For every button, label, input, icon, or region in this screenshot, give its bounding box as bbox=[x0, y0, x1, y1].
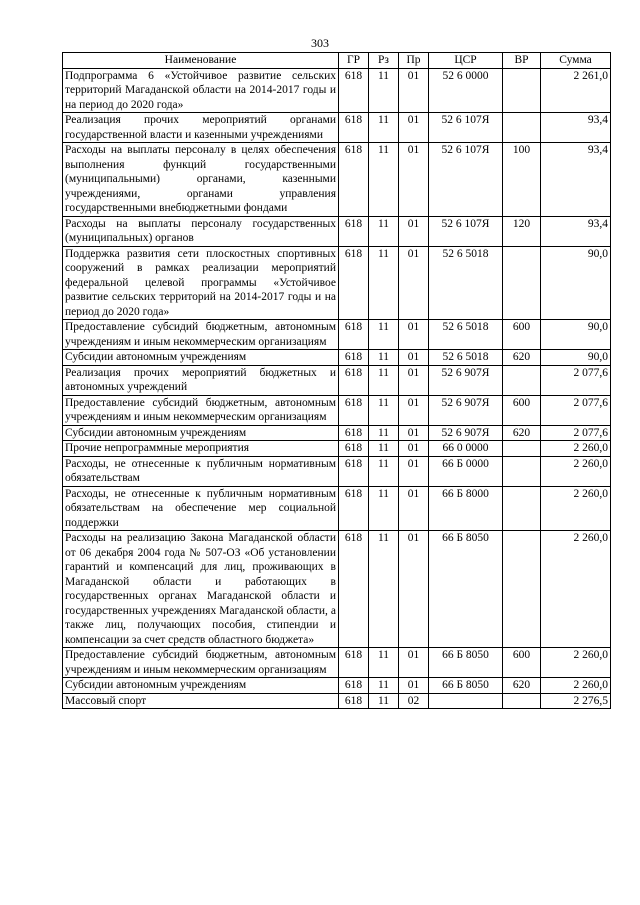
cell-rz: 11 bbox=[369, 365, 399, 395]
cell-rz: 11 bbox=[369, 648, 399, 678]
cell-pr: 01 bbox=[399, 320, 429, 350]
cell-pr: 01 bbox=[399, 531, 429, 648]
cell-csr: 52 6 907Я bbox=[429, 395, 503, 425]
cell-csr: 66 Б 8050 bbox=[429, 678, 503, 694]
cell-sum: 2 276,5 bbox=[541, 693, 611, 709]
table-row bbox=[63, 486, 611, 531]
table-row bbox=[63, 425, 611, 441]
table-row bbox=[63, 143, 611, 217]
cell-vr bbox=[503, 441, 541, 457]
cell-pr: 01 bbox=[399, 216, 429, 246]
cell-rz: 11 bbox=[369, 678, 399, 694]
cell-sum: 90,0 bbox=[541, 350, 611, 366]
cell-rz: 11 bbox=[369, 113, 399, 143]
cell-vr bbox=[503, 531, 541, 648]
cell-vr bbox=[503, 68, 541, 113]
cell-sum: 2 077,6 bbox=[541, 425, 611, 441]
cell-rz: 11 bbox=[369, 350, 399, 366]
table-row bbox=[63, 113, 611, 143]
cell-vr bbox=[503, 456, 541, 486]
cell-name: Реализация прочих мероприятий бюджетных и автономных учреждений bbox=[63, 365, 339, 395]
cell-pr: 01 bbox=[399, 395, 429, 425]
cell-pr: 01 bbox=[399, 350, 429, 366]
header-csr: ЦСР bbox=[429, 53, 503, 69]
cell-name: Расходы, не отнесенные к публичным нормативным обязательствам bbox=[63, 456, 339, 486]
header-pr: Пр bbox=[399, 53, 429, 69]
cell-csr: 52 6 107Я bbox=[429, 216, 503, 246]
page-number: 303 bbox=[311, 36, 329, 50]
cell-pr: 01 bbox=[399, 246, 429, 320]
cell-sum: 2 077,6 bbox=[541, 395, 611, 425]
cell-sum: 93,4 bbox=[541, 216, 611, 246]
cell-csr: 66 Б 0000 bbox=[429, 456, 503, 486]
cell-csr: 52 6 5018 bbox=[429, 350, 503, 366]
cell-pr: 01 bbox=[399, 425, 429, 441]
cell-name: Поддержка развития сети плоскостных спортивных сооружений в рамках реализации мероприятий федеральной целевой программы «Устойчивое развитие сельских территорий на 2014-2017 годы и на период до 2020 года» bbox=[63, 246, 339, 320]
cell-pr: 01 bbox=[399, 365, 429, 395]
cell-gr: 618 bbox=[339, 246, 369, 320]
cell-rz: 11 bbox=[369, 143, 399, 217]
table-row bbox=[63, 693, 611, 709]
cell-csr: 52 6 107Я bbox=[429, 143, 503, 217]
cell-pr: 01 bbox=[399, 456, 429, 486]
cell-csr: 52 6 907Я bbox=[429, 365, 503, 395]
cell-pr: 01 bbox=[399, 648, 429, 678]
cell-vr: 620 bbox=[503, 425, 541, 441]
table-row bbox=[63, 68, 611, 113]
cell-sum: 2 261,0 bbox=[541, 68, 611, 113]
table-row bbox=[63, 456, 611, 486]
cell-gr: 618 bbox=[339, 350, 369, 366]
cell-gr: 618 bbox=[339, 678, 369, 694]
table-row bbox=[63, 395, 611, 425]
cell-gr: 618 bbox=[339, 456, 369, 486]
cell-rz: 11 bbox=[369, 320, 399, 350]
cell-vr: 620 bbox=[503, 350, 541, 366]
header-row bbox=[63, 53, 611, 69]
cell-sum: 2 260,0 bbox=[541, 648, 611, 678]
cell-rz: 11 bbox=[369, 216, 399, 246]
table-row bbox=[63, 531, 611, 648]
cell-csr: 66 0 0000 bbox=[429, 441, 503, 457]
cell-pr: 01 bbox=[399, 113, 429, 143]
cell-name: Расходы на выплаты персоналу государственных (муниципальных) органов bbox=[63, 216, 339, 246]
cell-name: Предоставление субсидий бюджетным, автономным учреждениям и иным некоммерческим организациям bbox=[63, 320, 339, 350]
cell-name: Субсидии автономным учреждениям bbox=[63, 350, 339, 366]
header-gr: ГР bbox=[339, 53, 369, 69]
cell-sum: 2 260,0 bbox=[541, 678, 611, 694]
cell-rz: 11 bbox=[369, 693, 399, 709]
cell-rz: 11 bbox=[369, 425, 399, 441]
cell-gr: 618 bbox=[339, 486, 369, 531]
table-row bbox=[63, 320, 611, 350]
cell-csr: 66 Б 8050 bbox=[429, 531, 503, 648]
table-row bbox=[63, 216, 611, 246]
cell-csr bbox=[429, 693, 503, 709]
budget-table bbox=[62, 52, 611, 709]
cell-gr: 618 bbox=[339, 531, 369, 648]
cell-sum: 90,0 bbox=[541, 320, 611, 350]
table-row bbox=[63, 246, 611, 320]
cell-name: Прочие непрограммные мероприятия bbox=[63, 441, 339, 457]
cell-sum: 2 260,0 bbox=[541, 531, 611, 648]
cell-vr bbox=[503, 486, 541, 531]
table-row bbox=[63, 365, 611, 395]
header-rz: Рз bbox=[369, 53, 399, 69]
cell-gr: 618 bbox=[339, 68, 369, 113]
cell-gr: 618 bbox=[339, 320, 369, 350]
cell-name: Предоставление субсидий бюджетным, автономным учреждениям и иным некоммерческим организациям bbox=[63, 395, 339, 425]
cell-sum: 2 260,0 bbox=[541, 456, 611, 486]
cell-rz: 11 bbox=[369, 486, 399, 531]
cell-rz: 11 bbox=[369, 441, 399, 457]
cell-gr: 618 bbox=[339, 365, 369, 395]
cell-vr: 600 bbox=[503, 648, 541, 678]
cell-vr bbox=[503, 113, 541, 143]
cell-pr: 01 bbox=[399, 68, 429, 113]
cell-csr: 52 6 5018 bbox=[429, 246, 503, 320]
cell-gr: 618 bbox=[339, 693, 369, 709]
cell-csr: 66 Б 8000 bbox=[429, 486, 503, 531]
cell-rz: 11 bbox=[369, 456, 399, 486]
table-row bbox=[63, 678, 611, 694]
cell-vr bbox=[503, 693, 541, 709]
cell-csr: 52 6 107Я bbox=[429, 113, 503, 143]
cell-sum: 93,4 bbox=[541, 143, 611, 217]
cell-pr: 01 bbox=[399, 678, 429, 694]
cell-rz: 11 bbox=[369, 68, 399, 113]
cell-sum: 2 260,0 bbox=[541, 441, 611, 457]
cell-gr: 618 bbox=[339, 648, 369, 678]
cell-pr: 01 bbox=[399, 441, 429, 457]
cell-sum: 93,4 bbox=[541, 113, 611, 143]
cell-sum: 2 260,0 bbox=[541, 486, 611, 531]
cell-gr: 618 bbox=[339, 113, 369, 143]
cell-pr: 01 bbox=[399, 486, 429, 531]
cell-sum: 2 077,6 bbox=[541, 365, 611, 395]
cell-name: Субсидии автономным учреждениям bbox=[63, 425, 339, 441]
header-vr: ВР bbox=[503, 53, 541, 69]
cell-rz: 11 bbox=[369, 531, 399, 648]
cell-vr: 600 bbox=[503, 395, 541, 425]
cell-csr: 52 6 5018 bbox=[429, 320, 503, 350]
table-row bbox=[63, 441, 611, 457]
cell-vr: 600 bbox=[503, 320, 541, 350]
cell-vr: 120 bbox=[503, 216, 541, 246]
cell-csr: 66 Б 8050 bbox=[429, 648, 503, 678]
cell-csr: 52 6 0000 bbox=[429, 68, 503, 113]
cell-gr: 618 bbox=[339, 441, 369, 457]
cell-gr: 618 bbox=[339, 395, 369, 425]
cell-name: Реализация прочих мероприятий органами государственной власти и казенными учреждениями bbox=[63, 113, 339, 143]
cell-rz: 11 bbox=[369, 395, 399, 425]
cell-gr: 618 bbox=[339, 216, 369, 246]
cell-csr: 52 6 907Я bbox=[429, 425, 503, 441]
cell-pr: 02 bbox=[399, 693, 429, 709]
cell-name: Субсидии автономным учреждениям bbox=[63, 678, 339, 694]
header-sum: Сумма bbox=[541, 53, 611, 69]
cell-rz: 11 bbox=[369, 246, 399, 320]
cell-vr bbox=[503, 365, 541, 395]
header-name: Наименование bbox=[63, 53, 339, 69]
cell-vr bbox=[503, 246, 541, 320]
cell-pr: 01 bbox=[399, 143, 429, 217]
cell-sum: 90,0 bbox=[541, 246, 611, 320]
cell-name: Расходы на реализацию Закона Магаданской области от 06 декабря 2004 года № 507-ОЗ «Об установлении гарантий и компенсаций для лиц, проживающих в Магаданской области и работающих в государственных органах Магаданской области и государственных учреждениях Магаданской области, а также лиц, получающих пособия, стипендии и компенсации за счет средств областного бюджета» bbox=[63, 531, 339, 648]
cell-gr: 618 bbox=[339, 143, 369, 217]
cell-vr: 100 bbox=[503, 143, 541, 217]
table-row bbox=[63, 648, 611, 678]
cell-name: Подпрограмма 6 «Устойчивое развитие сельских территорий Магаданской области на 2014-2017 годы и на период до 2020 года» bbox=[63, 68, 339, 113]
cell-gr: 618 bbox=[339, 425, 369, 441]
cell-vr: 620 bbox=[503, 678, 541, 694]
cell-name: Массовый спорт bbox=[63, 693, 339, 709]
cell-name: Расходы на выплаты персоналу в целях обеспечения выполнения функций государственными (муниципальными) органами, казенными учреждениями, органами управления государственными внебюджетными фондами bbox=[63, 143, 339, 217]
table-row bbox=[63, 350, 611, 366]
cell-name: Расходы, не отнесенные к публичным нормативным обязательствам на обеспечение мер социальной поддержки bbox=[63, 486, 339, 531]
cell-name: Предоставление субсидий бюджетным, автономным учреждениям и иным некоммерческим организациям bbox=[63, 648, 339, 678]
